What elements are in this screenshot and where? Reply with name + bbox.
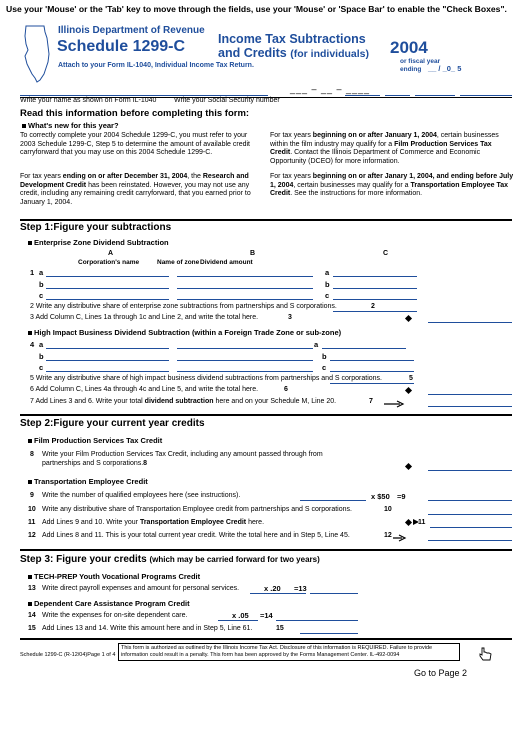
tech-prep-heading: TECH-PREP Youth Vocational Programs Credit xyxy=(28,572,200,581)
form-title-line1: Income Tax Subtractions xyxy=(218,32,366,46)
line-11-text: Add Lines 9 and 10. Write your Transportation Employee Credit here. xyxy=(42,519,265,526)
ssn-part-line xyxy=(460,95,512,96)
line-12-end: 12 xyxy=(384,532,392,539)
line-1b-zone-field[interactable] xyxy=(177,288,313,289)
ssn-label: Write your Social Security number xyxy=(174,97,280,104)
line-1a-zone-field[interactable] xyxy=(177,276,313,277)
transportation-heading: Transportation Employee Credit xyxy=(28,477,148,486)
line-1a-c-label: a xyxy=(325,268,330,277)
intro-heading: Read this information before completing this form: xyxy=(20,108,250,119)
line-1c-label: c xyxy=(39,291,44,300)
line-1a-corp-field[interactable] xyxy=(46,276,169,277)
line-14-amount-field[interactable] xyxy=(276,620,358,621)
line-3-text: 3 Add Column C, Lines 1a through 1c and Line 2, and write the total here. xyxy=(30,314,259,321)
step3-rule xyxy=(20,549,512,551)
schedule-title: Schedule 1299-C xyxy=(57,38,186,55)
line-4c-c-label: c xyxy=(322,363,327,372)
disclosure-box: This form is authorized as outlined by the Illinois Income Tax Act. Disclosure of this information is REQUIRED. Failure to provide information could result in a penalty. This form has been approved by the Forms Management Center. IL-492-0094 xyxy=(118,643,460,661)
ending-label: ending xyxy=(400,66,422,73)
form-title-line2: and Credits (for individuals) xyxy=(218,46,369,60)
intro-right-paragraph-2: For tax years beginning on or after Janary 1, 2004, and ending before July 1, 2004, certain businesses may qualify for a Transportation Employee Tax Credit. See the instructions for more information. xyxy=(270,173,514,198)
footer-rule xyxy=(20,638,512,640)
agency-name: Illinois Department of Revenue xyxy=(58,25,205,36)
diamond-icon xyxy=(405,387,412,394)
line-4c-zone-field[interactable] xyxy=(177,371,313,372)
intro-left-paragraph-1: To correctly complete your 2004 Schedule 1299-C, you must refer to your 2003 Schedule 1299-C, Step 5 to determine the amount of available credit carryforward that you may use on this 2004 Schedule 1299-C. xyxy=(20,132,250,157)
high-impact-heading: High Impact Business Dividend Subtraction (within a Foreign Trade Zone or sub-zone) xyxy=(28,328,341,337)
column-b-label: Name of zone xyxy=(157,259,200,266)
form-id: Schedule 1299-C (R-12/04)Page 1 of 4 xyxy=(20,652,116,658)
line-1b-c-label: b xyxy=(325,280,330,289)
line-13-text: Write direct payroll expenses and amount for personal services. xyxy=(42,585,240,592)
line-4b-c-label: b xyxy=(322,352,327,361)
line-4a-c-label: a xyxy=(314,340,319,349)
line-14-text: Write the expenses for on-site dependent care. xyxy=(42,612,188,619)
line-9-multiplier: x $50 xyxy=(371,492,390,501)
line-1c-amount-field[interactable] xyxy=(333,299,417,300)
line-10-number: 10 xyxy=(28,506,36,513)
line-9-text: Write the number of qualified employees here (see instructions). xyxy=(42,492,241,499)
name-label: Write your name as shown on Form IL-1040 xyxy=(20,97,157,104)
next-page-link[interactable]: Go to Page 2 xyxy=(414,668,468,678)
ssn-part-line xyxy=(345,95,380,96)
line-1b-corp-field[interactable] xyxy=(46,288,169,289)
intro-right-paragraph-1: For tax years beginning on or after January 1, 2004, certain businesses within the film industry may qualify for a Film Production Services Tax Credit. Contact the Illinois Department of Commerce and Economic Opportunity (DCEO) for more information. xyxy=(270,132,499,165)
column-b-header: B xyxy=(250,250,256,257)
line-4-number: 4 xyxy=(30,340,35,349)
line-4b-label: b xyxy=(39,352,44,361)
line-1b-amount-field[interactable] xyxy=(333,288,417,289)
line-4b-amount-field[interactable] xyxy=(330,360,414,361)
line-9-count-field[interactable] xyxy=(300,500,366,501)
line-2-text: 2 Write any distributive share of enterprise zone subtractions from partnerships and S corporations. xyxy=(30,303,337,310)
line-2-number: 2 xyxy=(371,303,375,310)
line-15-number: 15 xyxy=(28,625,36,632)
line-9-number: 9 xyxy=(30,492,34,499)
line-9-equals: =9 xyxy=(397,492,406,501)
line-4a-corp-field[interactable] xyxy=(46,348,169,349)
attach-note: Attach to your Form IL-1040, Individual Income Tax Return. xyxy=(58,62,254,69)
line-4c-label: c xyxy=(39,363,44,372)
step3-title: Step 3: Figure your credits (which may be carried forward for two years) xyxy=(20,554,320,565)
line-14-expenses-field[interactable] xyxy=(218,620,258,621)
line-13-expenses-field[interactable] xyxy=(250,593,306,594)
intro-subheading: What's new for this year? xyxy=(22,121,119,130)
diamond-icon xyxy=(405,463,412,470)
name-input-line[interactable] xyxy=(20,95,268,96)
ssn-part-line xyxy=(385,95,410,96)
fiscal-year-label: or fiscal year xyxy=(400,58,441,65)
line-13-amount-field[interactable] xyxy=(310,593,358,594)
tax-year: 2004 xyxy=(390,38,428,57)
line-1a-amount-field[interactable] xyxy=(333,276,417,277)
line-6-number: 6 xyxy=(284,386,288,393)
step2-rule xyxy=(20,414,512,416)
line-5-number: 5 xyxy=(409,375,413,382)
line-1c-c-label: c xyxy=(325,291,330,300)
dependent-care-heading: Dependent Care Assistance Program Credit xyxy=(28,599,190,608)
line-7-text: 7 Add Lines 3 and 6. Write your total dividend subtraction here and on your Schedule M, Line 20. xyxy=(30,398,337,405)
line-15-amount-field[interactable] xyxy=(300,633,358,634)
line-1b-label: b xyxy=(39,280,44,289)
diamond-icon xyxy=(405,315,412,322)
line-1-number: 1 xyxy=(30,268,35,277)
line-11-amount-field[interactable] xyxy=(430,527,512,528)
line-7-total-field[interactable] xyxy=(428,406,512,407)
line-6-text: 6 Add Column C, Lines 4a through 4c and Line 5, and write the total here. xyxy=(30,386,259,393)
line-13-number: 13 xyxy=(28,585,36,592)
line-9-amount-field[interactable] xyxy=(428,500,512,501)
line-14-multiplier: x .05 xyxy=(232,611,249,620)
line-13-multiplier: x .20 xyxy=(264,584,281,593)
line-8-text: Write your Film Production Services Tax Credit, including any amount passed through from partnerships and S corporations.8 xyxy=(42,451,323,467)
intro-left-paragraph-2: For tax years ending on or after December 31, 2004, the Research and Development Credit has been reinstated. However, you may not use any credit, including any remaining credit carryforward, that you earned prior to January 1, 2004. xyxy=(20,173,251,206)
line-12-number: 12 xyxy=(28,532,36,539)
line-15-text: Add Lines 13 and 14. Write this amount here and in Step 5, Line 61. xyxy=(42,625,253,632)
line-10-amount-field[interactable] xyxy=(428,514,512,515)
line-5-text: 5 Write any distributive share of high impact business dividend subtractions from partnerships and S corporations. xyxy=(30,375,382,382)
line-5-amount-field[interactable] xyxy=(330,383,414,384)
line-3-number: 3 xyxy=(288,314,292,321)
film-credit-heading: Film Production Services Tax Credit xyxy=(28,436,162,445)
line-12-amount-field[interactable] xyxy=(428,540,512,541)
diamond-icon xyxy=(405,519,412,526)
ssn-part-line xyxy=(415,95,455,96)
column-c-label: Dividend amount xyxy=(200,259,253,266)
step1-rule xyxy=(20,219,512,221)
line-13-equals: =13 xyxy=(294,584,307,593)
line-8-number: 8 xyxy=(30,451,34,458)
line-4c-corp-field[interactable] xyxy=(46,371,169,372)
line-4a-zone-field[interactable] xyxy=(177,348,313,349)
line-7-number: 7 xyxy=(369,398,373,405)
column-a-label: Corporation's name xyxy=(78,259,140,266)
enterprise-zone-heading: Enterprise Zone Dividend Subtraction xyxy=(28,238,169,247)
line-8-amount-field[interactable] xyxy=(428,470,512,471)
line-14-number: 14 xyxy=(28,612,36,619)
column-c-header: C xyxy=(383,250,389,257)
arrow-right-icon xyxy=(384,400,406,408)
line-4c-amount-field[interactable] xyxy=(330,371,414,372)
fiscal-year-ending-field[interactable]: __ / _0_ 5 xyxy=(428,64,462,73)
line-10-end: 10 xyxy=(384,506,392,513)
line-4a-amount-field[interactable] xyxy=(322,348,406,349)
arrow-right-icon xyxy=(393,534,407,542)
line-4b-zone-field[interactable] xyxy=(177,360,313,361)
ssn-input[interactable]: ___ – __ – ____ xyxy=(290,84,371,94)
step1-title: Step 1:Figure your subtractions xyxy=(20,222,172,233)
line-6-total-field[interactable] xyxy=(428,394,512,395)
line-4a-label: a xyxy=(39,340,44,349)
line-1c-zone-field[interactable] xyxy=(177,299,313,300)
line-4b-corp-field[interactable] xyxy=(46,360,169,361)
hand-pointer-icon xyxy=(478,646,494,662)
step2-title: Step 2:Figure your current year credits xyxy=(20,418,205,429)
line-1a-label: a xyxy=(39,268,44,277)
line-11-end: 11 xyxy=(418,519,426,526)
illinois-map-icon xyxy=(22,24,52,84)
instruction-banner: Use your 'Mouse' or the 'Tab' key to move through the fields, use your 'Mouse' or 'Space Bar' to enable the "Check Boxes". xyxy=(6,4,507,14)
line-2-amount-field[interactable] xyxy=(333,311,417,312)
line-14-equals: =14 xyxy=(260,611,273,620)
line-12-text: Add Lines 8 and 11. This is your total current year credit. Write the total here and in Step 5, Line 45. xyxy=(42,532,350,539)
line-1c-corp-field[interactable] xyxy=(46,299,169,300)
column-a-header: A xyxy=(108,250,114,257)
line-11-number: 11 xyxy=(28,519,36,526)
line-15-end: 15 xyxy=(276,625,284,632)
line-10-text: Write any distributive share of Transportation Employee credit from partnerships and S corporations. xyxy=(42,506,352,513)
line-3-total-field[interactable] xyxy=(428,322,512,323)
